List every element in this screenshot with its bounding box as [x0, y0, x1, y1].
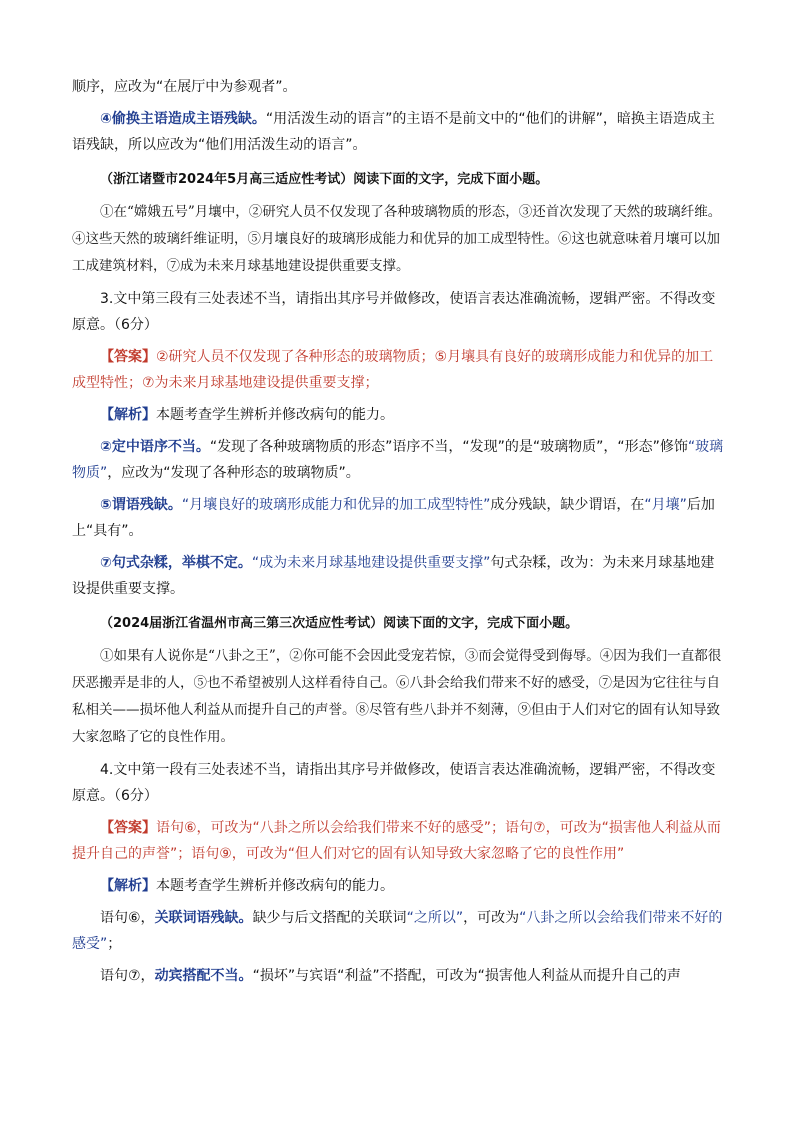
explanation-text: 后加上“具有”。: [72, 497, 715, 539]
error-type-label: 关联词语残缺。: [154, 910, 253, 926]
answer-tag: 【答案】: [100, 820, 156, 836]
error-type-label: ⑦句式杂糅，举棋不定。: [100, 555, 252, 571]
quoted-phrase: “之所以”: [406, 910, 464, 926]
error-type-label: 动宾搭配不当。: [154, 968, 253, 984]
error-type-label: ⑤谓语残缺。: [100, 497, 182, 513]
q3-explanation-1: [72, 434, 724, 486]
explanation-text: ，可改为: [463, 910, 520, 926]
sentence-ref: 语句⑥，: [100, 910, 155, 926]
q3-passage: ①在“嫦娥五号”月壤中，②研究人员不仅发现了各种玻璃物质的形态，③还首次发现了天然的玻璃纤维。④这些天然的玻璃纤维证明，⑤月壤良好的玻璃形成能力和优异的加工成型特性。⑥这也就意味着月壤可以加工成建筑材料，⑦成为未来月球基地建设提供重要支撑。: [72, 204, 722, 274]
explanation-text: ；: [107, 936, 122, 952]
error-type-label: ②定中语序不当。: [100, 439, 210, 455]
q3-explanation-2: [72, 492, 724, 544]
quoted-phrase: “成为未来月球基地建设提供重要支撑”: [251, 555, 491, 571]
q4-analysis: [72, 873, 724, 899]
explanation-text: 句式杂糅，改为：为未来月球基地建设提供重要支撑。: [72, 555, 715, 597]
sentence-ref: 语句⑦，: [100, 968, 155, 984]
explanation-text: 缺少与后文搭配的关联词: [252, 910, 407, 926]
analysis-tag: 【解析】: [100, 407, 156, 423]
q3-explanation-3: [72, 550, 724, 602]
q3-source-line: （浙江诸暨市2024年5月高三适应性考试）阅读下面的文字，完成下面小题。: [100, 172, 549, 187]
q4-explanation-2: [72, 963, 724, 989]
q3-analysis: [72, 402, 724, 428]
quoted-phrase: “八卦之所以会给我们带来不好的感受”: [72, 910, 723, 952]
q3-question: 3.文中第三段有三处表述不当，请指出其序号并做修改，使语言表达准确流畅，逻辑严密。不得改变原意。（6分）: [72, 291, 716, 333]
explanation-text: 成分残缺，缺少谓语，在: [490, 497, 645, 513]
q4-question: 4.文中第一段有三处表述不当，请指出其序号并做修改，使语言表达准确流畅，逻辑严密，不得改变原意。（6分）: [72, 762, 716, 804]
explanation-paragraph: [72, 106, 724, 158]
analysis-text: 本题考查学生辨析并修改病句的能力。: [156, 407, 394, 423]
document-content: [72, 74, 724, 989]
explanation-text: ，应改为“发现了各种形态的玻璃物质”。: [107, 465, 360, 481]
analysis-text: 本题考查学生辨析并修改病句的能力。: [156, 878, 394, 894]
q4-passage: ①如果有人说你是“八卦之王”，②你可能不会因此受宠若惊，③而会觉得受到侮辱。④因为我们一直都很厌恶搬弄是非的人，⑤也不希望被别人这样看待自己。⑥八卦会给我们带来不好的感受，⑦是因为它往往与自私相关——损坏他人利益从而提升自己的声誉。⑧尽管有些八卦并不刻薄，⑨但由于人们对它的固有认知导致大家忽略了它的良性作用。: [72, 648, 722, 745]
answer-tag: 【答案】: [100, 349, 156, 365]
continuation-line: 顺序，应改为“在展厅中为参观者”。: [72, 79, 297, 95]
answer-text: 语句⑥，可改为“八卦之所以会给我们带来不好的感受”；语句⑦，可改为“损害他人利益从而提升自己的声誉”；语句⑨，可改为“但人们对它的固有认知导致大家忽略了它的良性作用”: [72, 820, 721, 862]
analysis-tag: 【解析】: [100, 878, 156, 894]
answer-text: ②研究人员不仅发现了各种形态的玻璃物质；⑤月壤具有良好的玻璃形成能力和优异的加工成型特性；⑦为未来月球基地建设提供重要支撑；: [72, 349, 714, 391]
explanation-text: “用活泼生动的语言”的主语不是前文中的“他们的讲解”，暗换主语造成主语残缺，所以应改为“他们用活泼生动的语言”。: [72, 111, 715, 153]
explanation-text: “发现了各种玻璃物质的形态”语序不当，“发现”的是“玻璃物质”，“形态”修饰: [209, 439, 688, 455]
q4-source-line: （2024届浙江省温州市高三第三次适应性考试）阅读下面的文字，完成下面小题。: [100, 616, 579, 631]
q3-answer: [72, 344, 724, 396]
q4-answer: [72, 815, 724, 867]
q4-explanation-1: [72, 905, 724, 957]
quoted-phrase: “月壤良好的玻璃形成能力和优异的加工成型特性”: [181, 497, 491, 513]
quoted-phrase: “月壤”: [644, 497, 687, 513]
error-type-label: ④偷换主语造成主语残缺。: [100, 111, 266, 127]
explanation-text: “损坏”与宾语“利益”不搭配，可改为“损害他人利益从而提升自己的声: [252, 968, 681, 984]
quoted-phrase: “玻璃物质”: [72, 439, 724, 481]
